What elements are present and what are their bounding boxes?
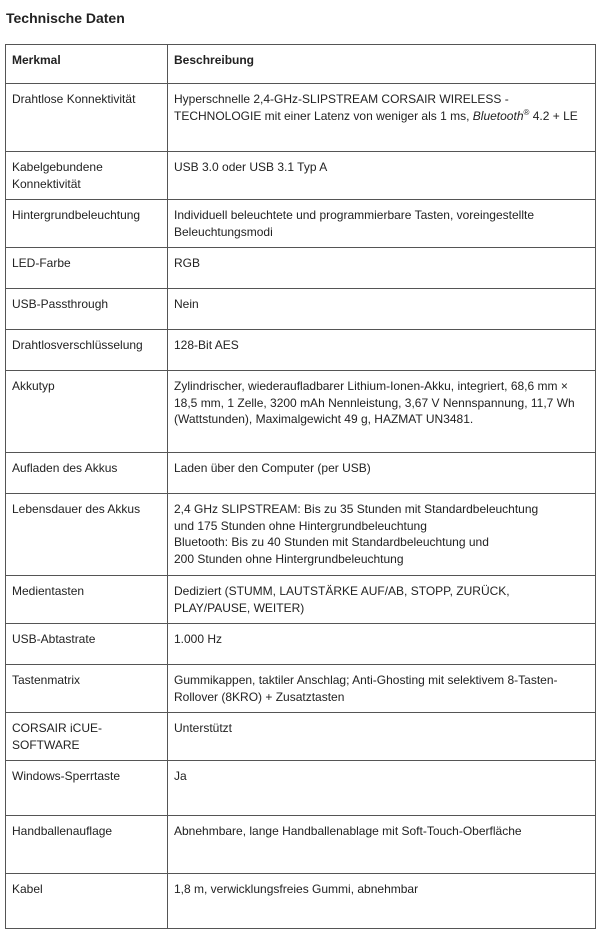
table-row [6,453,596,494]
table-row [6,152,596,200]
page-title: Technische Daten [6,10,125,26]
table-row [6,816,596,874]
description-line: und 175 Stunden ohne Hintergrundbeleuchtung [174,518,427,533]
table-row [6,330,596,371]
row-feature: Drahtlosverschlüsselung [6,330,168,371]
row-feature: Aufladen des Akkus [6,453,168,494]
table-row [6,289,596,330]
table-row [6,874,596,929]
header-feature: Merkmal [6,45,168,84]
row-description [168,84,596,152]
row-feature: Handballenauflage [6,816,168,874]
registered-mark: ® [523,107,530,117]
table-row [6,624,596,665]
description-line: 200 Stunden ohne Hintergrundbeleuchtung [174,551,404,566]
row-feature: Kabel [6,874,168,929]
row-feature: USB-Abtastrate [6,624,168,665]
row-description: Individuell beleuchtete und programmierbare Tasten, voreingestellte Beleuchtungsmodi [168,200,596,248]
table-row [6,665,596,713]
row-description: 1,8 m, verwicklungsfreies Gummi, abnehmbar [168,874,596,929]
row-description: RGB [168,248,596,289]
bluetooth-text: Bluetooth [472,108,524,123]
row-feature: Akkutyp [6,371,168,453]
table-row [6,576,596,624]
header-description: Beschreibung [168,45,596,84]
row-description: 1.000 Hz [168,624,596,665]
row-description [168,494,596,576]
table-row [6,494,596,576]
row-description: Zylindrischer, wiederaufladbarer Lithium-Ionen-Akku, integriert, 68,6 mm × 18,5 mm, 1 Zelle, 3200 mAh Nennleistung, 3,67 V Nennspannung, 11,7 Wh (Wattstunden), Maximalgewicht 49 g, HAZMAT UN3481. [168,371,596,453]
table-row [6,84,596,152]
row-feature: USB-Passthrough [6,289,168,330]
row-description: Ja [168,761,596,816]
row-feature: Tastenmatrix [6,665,168,713]
row-description: 128-Bit AES [168,330,596,371]
spec-table [5,44,596,929]
row-description: Unterstützt [168,713,596,761]
row-feature: Kabelgebundene Konnektivität [6,152,168,200]
table-row [6,713,596,761]
description-line: 2,4 GHz SLIPSTREAM: Bis zu 35 Stunden mit Standardbeleuchtung [174,502,539,516]
row-feature: Medientasten [6,576,168,624]
table-header-row [6,45,596,84]
table-row [6,371,596,453]
row-description: Dediziert (STUMM, LAUTSTÄRKE AUF/AB, STOPP, ZURÜCK, PLAY/PAUSE, WEITER) [168,576,596,624]
row-feature: Drahtlose Konnektivität [6,84,168,152]
row-feature: LED-Farbe [6,248,168,289]
table-row [6,761,596,816]
description-line: Bluetooth: Bis zu 40 Stunden mit Standardbeleuchtung und [174,535,489,550]
description-text: 4.2 + LE [529,108,578,123]
description-text: Hyperschnelle 2,4-GHz-SLIPSTREAM CORSAIR WIRELESS -TECHNOLOGIE mit einer Latenz von weniger als 1 ms, [174,92,509,123]
row-description: USB 3.0 oder USB 3.1 Typ A [168,152,596,200]
row-feature: CORSAIR iCUE-SOFTWARE [6,713,168,761]
table-row [6,200,596,248]
row-description: Laden über den Computer (per USB) [168,453,596,494]
row-feature: Hintergrundbeleuchtung [6,200,168,248]
row-feature: Lebensdauer des Akkus [6,494,168,576]
table-row [6,248,596,289]
row-description: Nein [168,289,596,330]
row-feature: Windows-Sperrtaste [6,761,168,816]
row-description: Abnehmbare, lange Handballenablage mit Soft-Touch-Oberfläche [168,816,596,874]
row-description: Gummikappen, taktiler Anschlag; Anti-Ghosting mit selektivem 8-Tasten-Rollover (8KRO) + Zusatztasten [168,665,596,713]
